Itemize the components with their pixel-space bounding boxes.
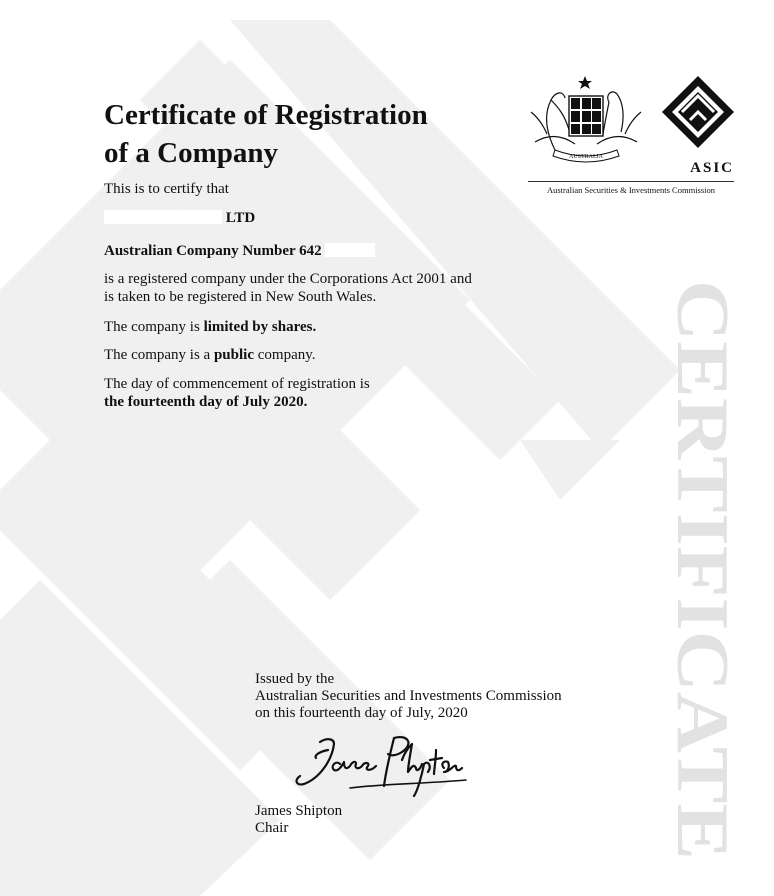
commencement-statement: [104, 375, 370, 411]
asic-logo-icon: [660, 74, 736, 150]
company-name: [104, 209, 255, 227]
title-line-2: of a Company: [104, 137, 279, 169]
crest-scroll-text: AUSTRALIA: [569, 154, 603, 160]
limited-prefix: The company is: [104, 319, 204, 335]
issued-line-3: on this fourteenth day of July, 2020: [255, 705, 468, 721]
public-statement: [104, 346, 316, 364]
registration-line-1: is a registered company under the Corporations Act 2001 and: [104, 271, 472, 287]
coat-of-arms-emblem: [525, 72, 647, 164]
signer-title: Chair: [255, 820, 289, 836]
redacted-acn-digits: [325, 243, 375, 257]
acn-label: Australian Company Number 642: [104, 243, 322, 259]
vertical-certificate-text: CERTIFICATE: [661, 280, 743, 786]
certify-intro: This is to certify that: [104, 181, 229, 197]
redacted-company-name: [104, 210, 222, 224]
certificate-title: [104, 96, 428, 172]
public-suffix: company.: [254, 347, 316, 363]
asic-divider: [528, 181, 734, 182]
public-value: public: [213, 347, 254, 363]
registration-statement: [104, 270, 472, 306]
asic-wordmark: ASIC: [690, 160, 734, 176]
commencement-line-2: the fourteenth day of July 2020.: [104, 394, 308, 410]
vertical-certificate-watermark: [660, 280, 760, 880]
issued-line-1: Issued by the: [255, 671, 335, 687]
commencement-line-1: The day of commencement of registration is: [104, 376, 370, 392]
acn-line: [104, 242, 375, 260]
limited-statement: [104, 318, 316, 336]
issued-line-2: Australian Securities and Investments Commission: [255, 688, 562, 704]
issued-by-block: [255, 671, 562, 722]
signer-block: [255, 803, 342, 837]
company-name-suffix: LTD: [225, 210, 256, 226]
public-prefix: The company is a: [104, 347, 214, 363]
registration-line-2: is taken to be registered in New South Wales.: [104, 289, 377, 305]
handwritten-signature: [290, 730, 480, 802]
asic-full-name: Australian Securities & Investments Commission: [546, 185, 716, 195]
title-line-1: Certificate of Registration: [104, 99, 428, 131]
signer-name: James Shipton: [255, 803, 343, 819]
limited-value: limited by shares.: [203, 319, 317, 335]
